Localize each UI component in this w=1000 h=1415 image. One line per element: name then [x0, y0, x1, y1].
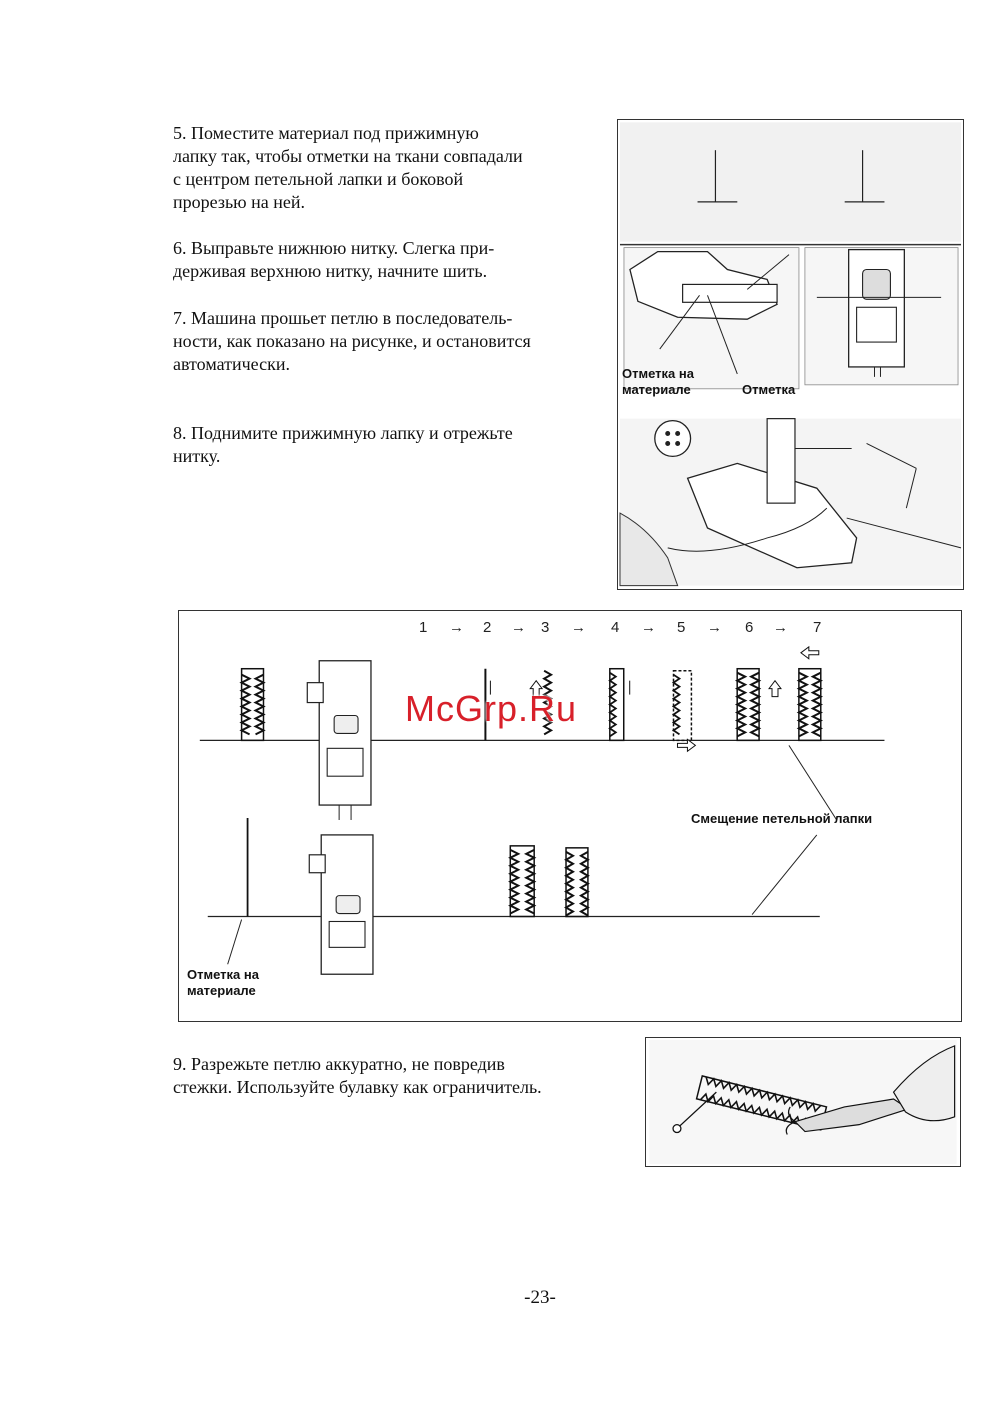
step-5-text: 5. Поместите материал под прижимную лапку так, чтобы отметки на ткани совпадали с центром петельной лапки и боковой прорезью на ней. — [173, 123, 523, 212]
sequence-arrow-icon: → — [707, 619, 722, 636]
sequence-arrow-icon: → — [571, 619, 586, 636]
finished-buttonhole-top — [242, 669, 264, 741]
step-7-text: 7. Машина прошьет петлю в последователь- ности, как показано на рисунке, и остановится автоматически. — [173, 308, 531, 374]
watermark-logo: McGrp.Ru — [405, 688, 578, 729]
step-8-text: 8. Поднимите прижимную лапку и отрежьте нитку. — [173, 423, 513, 466]
step-9-text: 9. Разрежьте петлю аккуратно, не повредив стежки. Используйте булавку как ограничитель. — [173, 1054, 542, 1097]
figure-cutting-drawing — [646, 1038, 960, 1166]
figure-presser-foot — [617, 119, 964, 590]
sequence-step-3: 3 — [541, 619, 550, 636]
sequence-arrow-icon: → — [511, 619, 526, 636]
sequence-step-2: 2 — [483, 619, 492, 636]
page-number: -23- — [524, 1287, 556, 1308]
figure-presser-foot-drawing — [618, 120, 963, 589]
sequence-arrow-icon: → — [773, 619, 788, 636]
stage-7-stitch — [799, 669, 821, 741]
arrow-up-icon — [769, 681, 781, 697]
sequence-step-6: 6 — [745, 619, 754, 636]
caption-mark-on-fabric-sequence: Отметка на материале — [187, 967, 259, 998]
sequence-arrow-icon: → — [641, 619, 656, 636]
stage-5-stitch — [673, 671, 691, 741]
arrow-left-icon — [801, 647, 819, 659]
sequence-arrow-icon: → — [449, 619, 464, 636]
fabric-panel — [620, 122, 961, 241]
buttonhole-bottom-left — [510, 846, 534, 917]
sequence-step-4: 4 — [611, 619, 620, 636]
caption-presser-foot-offset: Смещение петельной лапки — [691, 811, 873, 826]
pin-head-icon — [673, 1125, 681, 1133]
caption-mark-on-fabric-top: Отметка на материале — [622, 366, 694, 397]
step-6-text: 6. Выправьте нижнюю нитку. Слегка при- держивая верхнюю нитку, начните шить. — [173, 238, 495, 281]
stage-4-stitch — [610, 669, 624, 741]
figure-cutting-buttonhole — [645, 1037, 961, 1167]
arrow-right-icon — [677, 739, 695, 751]
figure-buttonhole-sequence — [178, 610, 962, 1022]
sequence-step-5: 5 — [677, 619, 686, 636]
stage-6-stitch — [737, 669, 759, 741]
caption-mark-top: Отметка — [742, 382, 796, 397]
sequence-step-1: 1 — [419, 619, 428, 636]
presser-foot-bottom — [309, 835, 373, 974]
buttonhole-bottom-right — [566, 848, 588, 917]
sequence-step-7: 7 — [813, 619, 822, 636]
